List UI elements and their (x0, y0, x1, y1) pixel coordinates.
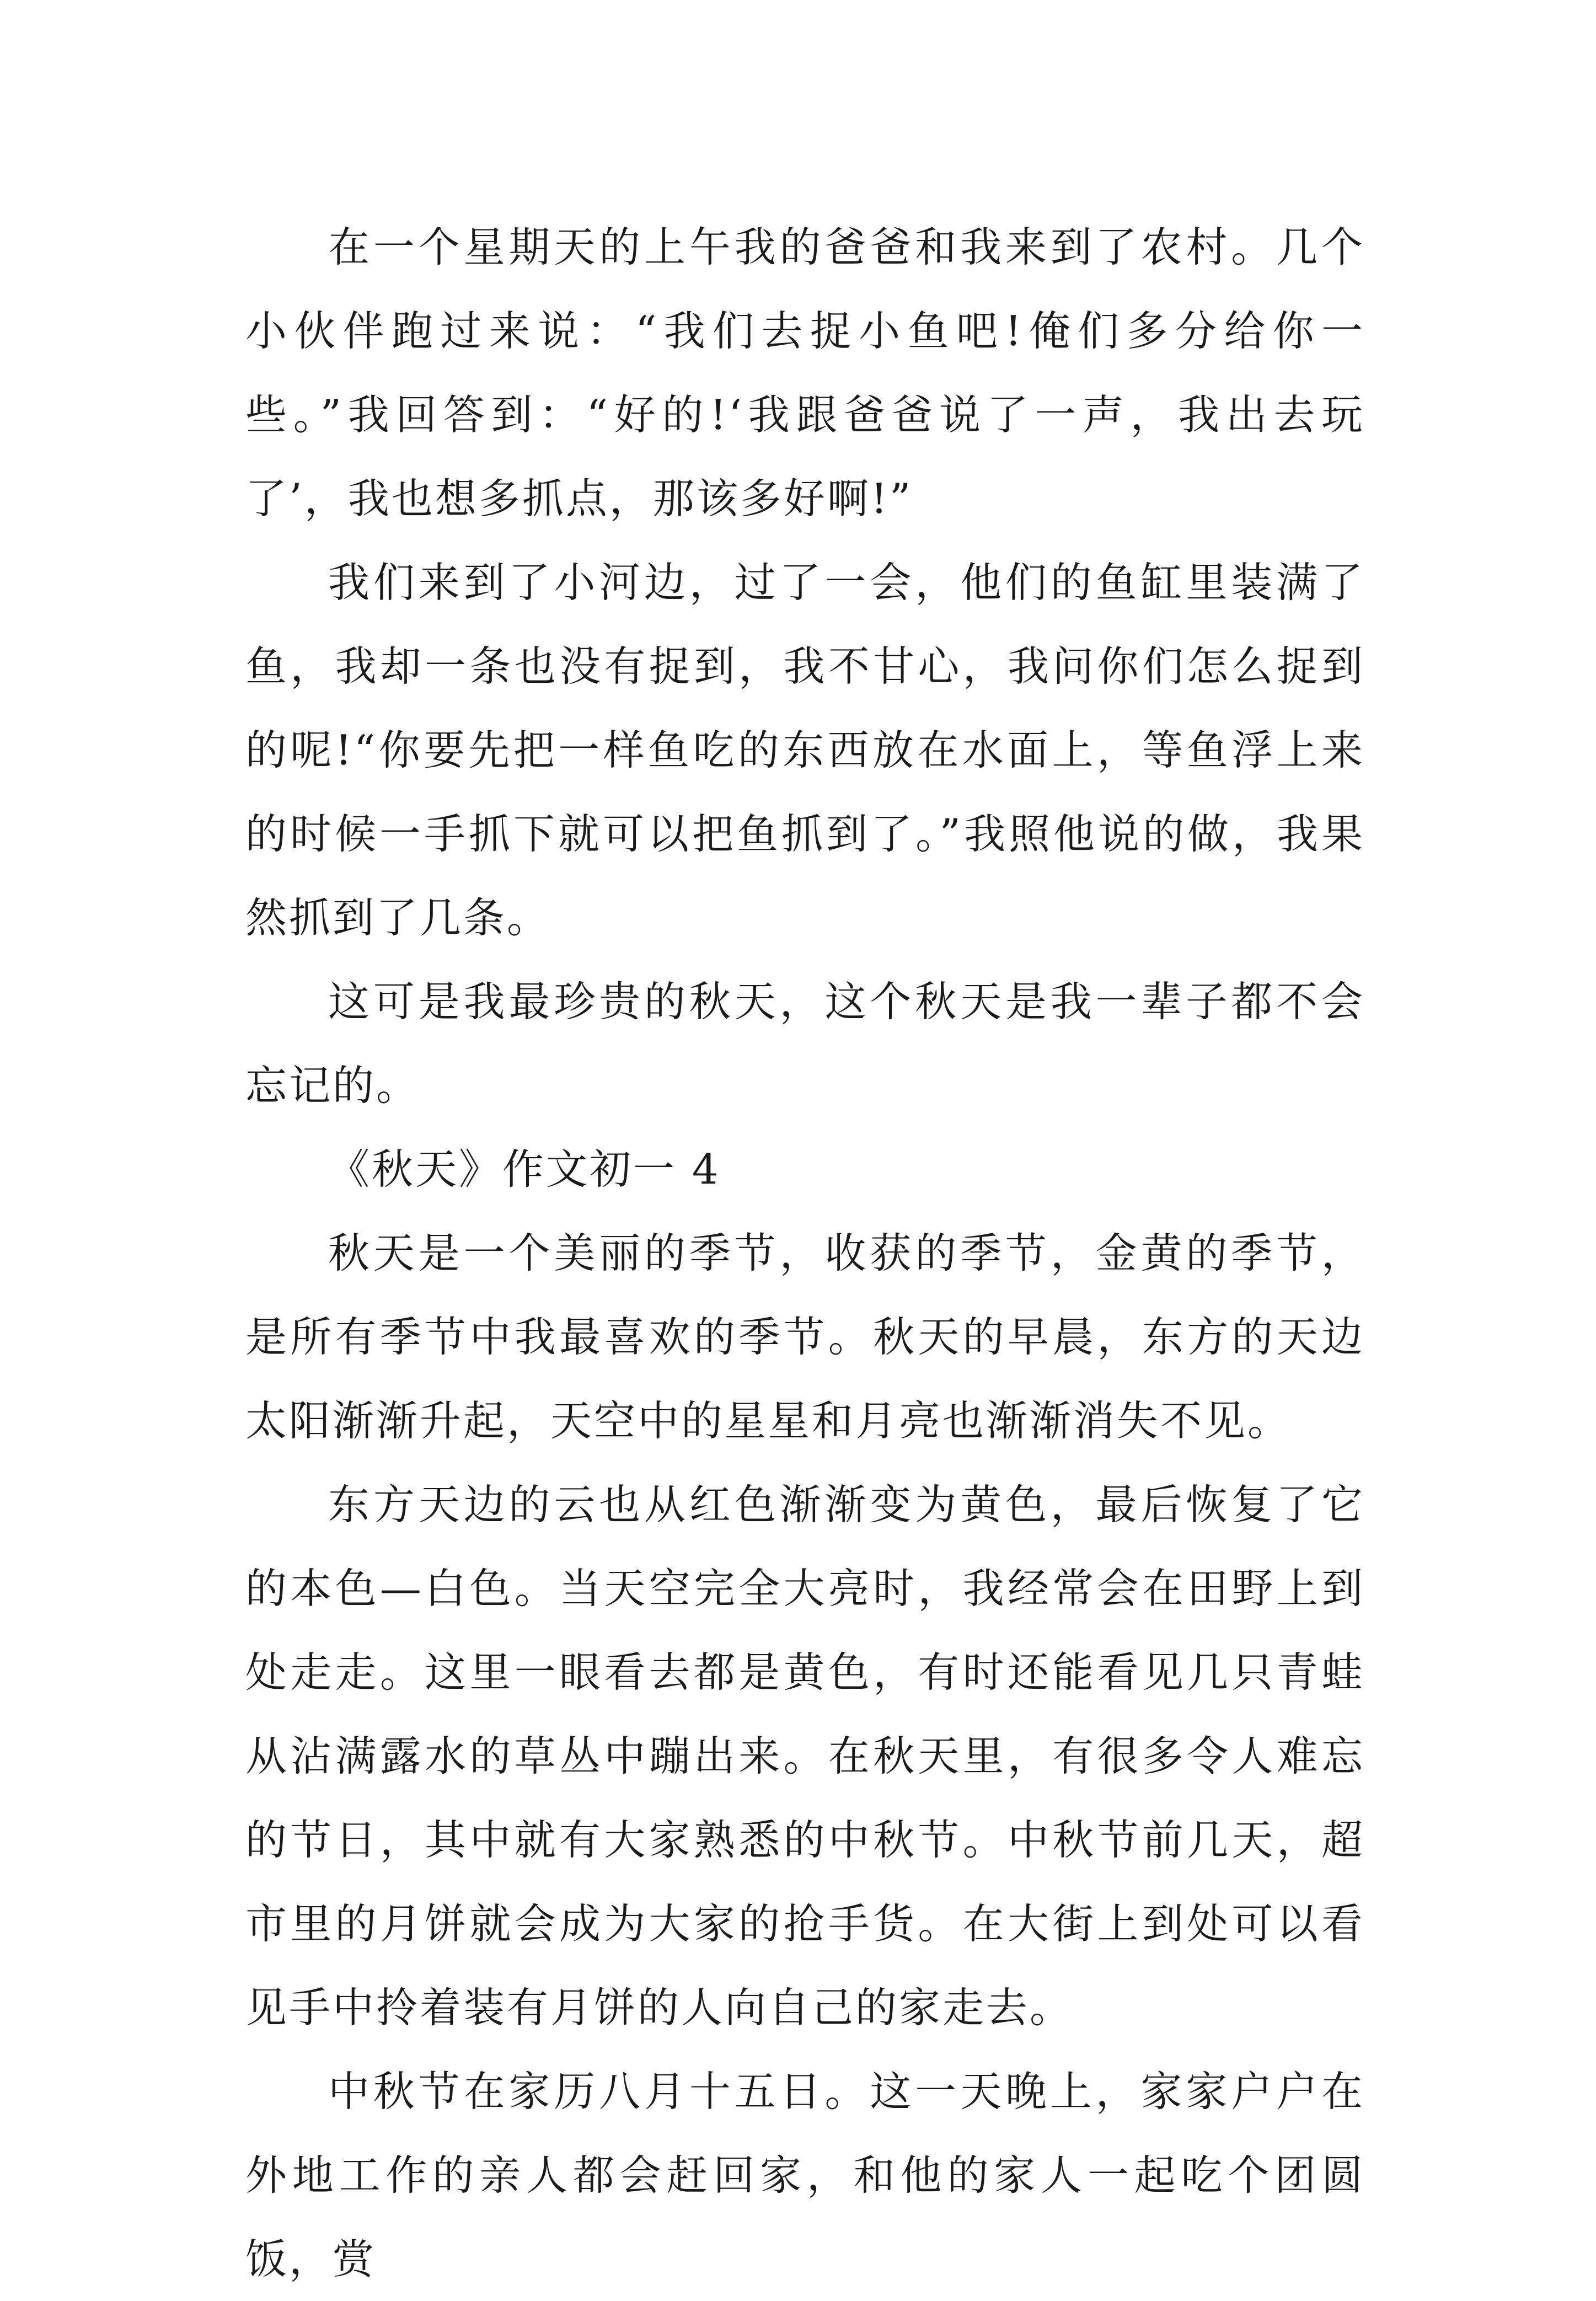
paragraph: 我们来到了小河边，过了一会，他们的鱼缸里装满了鱼，我却一条也没有捉到，我不甘心，我问你们怎么捉到的呢!“你要先把一样鱼吃的东西放在水面上，等鱼浮上来的时候一手抓下就可以把鱼抓到了。”我照他说的做，我果然抓到了几条。 (245, 558, 1365, 942)
paragraph: 中秋节在家历八月十五日。这一天晚上，家家户户在外地工作的亲人都会赶回家，和他的家人一起吃个团圆饭，赏 (245, 2067, 1365, 2283)
paragraph: 东方天边的云也从红色渐渐变为黄色，最后恢复了它的本色—白色。当天空完全大亮时，我经常会在田野上到处走走。这里一眼看去都是黄色，有时还能看见几只青蛙从沾满露水的草丛中蹦出来。在秋天里，有很多令人难忘的节日，其中就有大家熟悉的中秋节。中秋节前几天，超市里的月饼就会成为大家的抢手货。在大街上到处可以看见手中拎着装有月饼的人向自己的家走去。 (245, 1480, 1365, 2032)
paragraph: 秋天是一个美丽的季节，收获的季节，金黄的季节，是所有季节中我最喜欢的季节。秋天的早晨，东方的天边太阳渐渐升起，天空中的星星和月亮也渐渐消失不见。 (245, 1229, 1365, 1445)
paragraph: 这可是我最珍贵的秋天，这个秋天是我一辈子都不会忘记的。 (245, 977, 1365, 1110)
section-heading: 《秋天》作文初一 4 (328, 1145, 721, 1194)
paragraph: 在一个星期天的上午我的爸爸和我来到了农村。几个小伙伴跑过来说：“我们去捉小鱼吧!俺们多分给你一些。”我回答到：“好的!‘我跟爸爸说了一声，我出去玩了’，我也想多抓点，那该多好啊!” (245, 223, 1365, 523)
document-body (245, 205, 1365, 2301)
